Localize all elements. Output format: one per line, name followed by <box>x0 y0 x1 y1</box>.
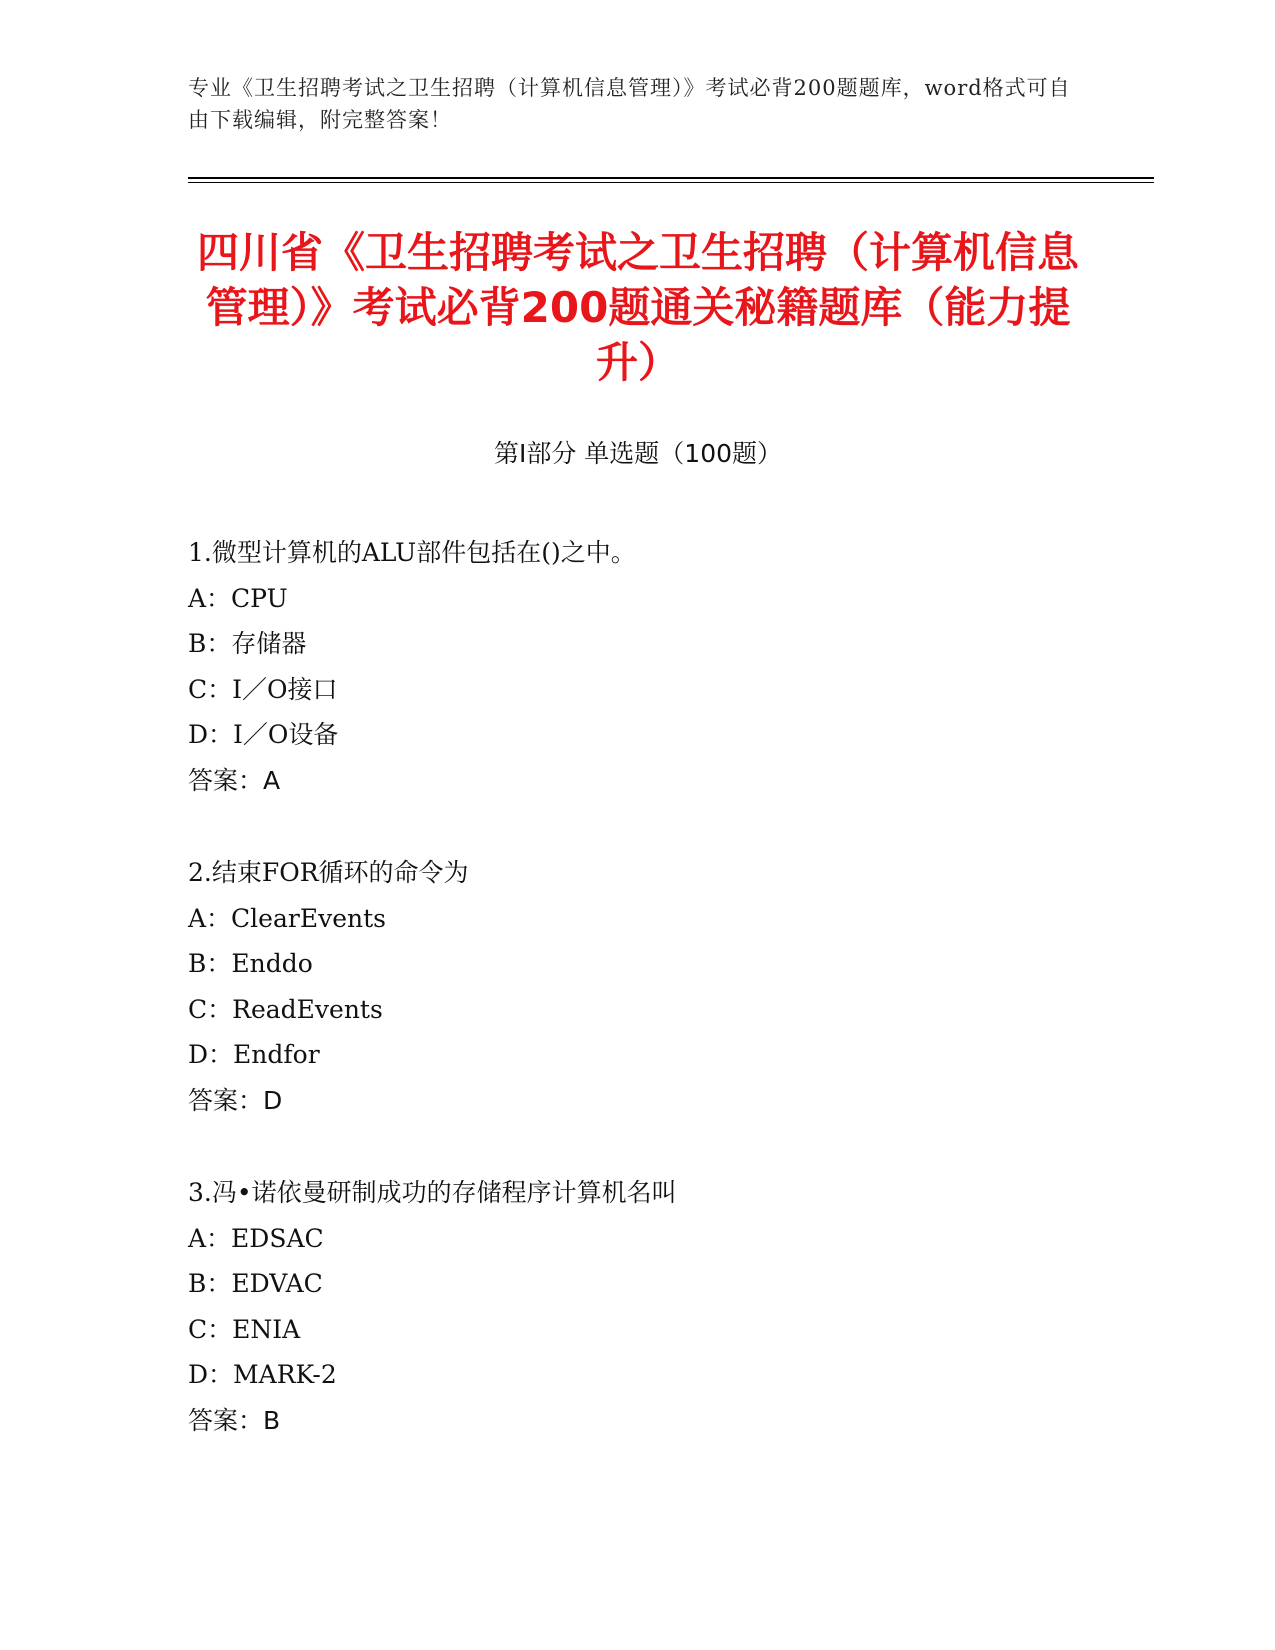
section-title: 第I部分 单选题（100题） <box>493 439 783 468</box>
option-d: D：MARK-2 <box>188 1360 337 1389</box>
question-stem: 2.结束FOR循环的命令为 <box>188 858 469 887</box>
question-stem: 3.冯•诺依曼研制成功的存储程序计算机名叫 <box>188 1178 677 1207</box>
option-d: D：I／O设备 <box>188 720 339 749</box>
answer: 答案：D <box>188 1085 283 1115</box>
option-b: B：Enddo <box>188 949 313 978</box>
document-title: 四川省《卫生招聘考试之卫生招聘（计算机信息管理）》考试必背200题通关秘籍题库（能力提升） <box>196 228 1079 387</box>
option-c: C：I／O接口 <box>188 674 338 704</box>
answer: 答案：A <box>188 765 281 795</box>
option-d: D：Endfor <box>188 1040 320 1069</box>
question-3 <box>188 1170 1088 1443</box>
question-2 <box>188 850 1088 1123</box>
question-1 <box>188 530 1088 803</box>
option-b: B：存储器 <box>188 629 307 658</box>
answer: 答案：B <box>188 1405 281 1435</box>
option-a: A：CPU <box>188 583 288 613</box>
option-b: B：EDVAC <box>188 1269 323 1298</box>
header-note: 专业《卫生招聘考试之卫生招聘（计算机信息管理）》考试必背200题题库，word格式可自由下载编辑，附完整答案！ <box>188 76 1071 132</box>
header-divider-thin <box>188 182 1154 183</box>
option-a: A：EDSAC <box>188 1223 324 1253</box>
header-divider-thick <box>188 177 1154 179</box>
question-stem: 1.微型计算机的ALU部件包括在()之中。 <box>188 538 636 567</box>
option-c: C：ENIA <box>188 1314 301 1344</box>
option-c: C：ReadEvents <box>188 994 383 1024</box>
option-a: A：ClearEvents <box>188 903 386 933</box>
